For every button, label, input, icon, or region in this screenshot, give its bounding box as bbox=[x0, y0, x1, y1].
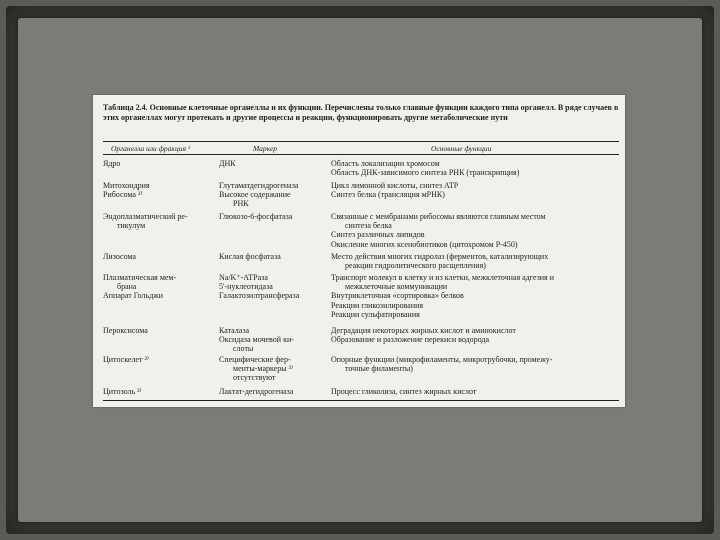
table-scan bbox=[93, 95, 625, 407]
organelle-text: Аппарат Гольджи bbox=[103, 291, 164, 301]
organelle-text: Ядро bbox=[103, 159, 121, 168]
header-bottom-rule bbox=[103, 154, 619, 155]
function-text: реакции гидролитического расщепления) bbox=[345, 261, 486, 271]
function-text: Окисление многих ксенобиотиков (цитохромом P-450) bbox=[331, 239, 518, 249]
marker-text: РНК bbox=[233, 199, 249, 209]
function-text: Транспорт молекул в клетку и из клетки, межклеточная адгезия и bbox=[331, 273, 554, 282]
marker-cell bbox=[219, 326, 327, 354]
organelle-text: Цитоскелет ²⁾ bbox=[103, 355, 149, 364]
marker-text: Оксидаза мочевой ки- bbox=[219, 335, 294, 345]
organelle-text: Рибосома ²⁾ bbox=[103, 190, 143, 200]
functions-cell bbox=[331, 252, 619, 270]
functions-cell bbox=[331, 159, 619, 177]
function-text: Синтез различных липидов bbox=[331, 230, 425, 240]
function-text: синтеза белка bbox=[345, 221, 392, 231]
function-text: Область локализации хромосом bbox=[331, 159, 440, 168]
organelle-text: Эндоплазматический ре- bbox=[103, 212, 188, 221]
function-text: Область ДНК-зависимого синтеза РНК (транскрипция) bbox=[331, 168, 520, 178]
organelle-text: Цитозоль ²⁾ bbox=[103, 387, 142, 396]
marker-text: Специфические фер- bbox=[219, 355, 291, 364]
marker-cell bbox=[219, 273, 327, 301]
functions-cell bbox=[331, 212, 619, 249]
functions-cell bbox=[331, 387, 619, 396]
organelle-cell bbox=[103, 355, 215, 364]
organelle-text: Митохондрия bbox=[103, 181, 150, 190]
organelle-text: тикулум bbox=[117, 221, 146, 231]
function-text: Реакции гликозилирования bbox=[331, 300, 424, 310]
marker-text: Лактат-дегидрогеназа bbox=[219, 387, 294, 396]
organelle-cell bbox=[103, 159, 215, 168]
marker-text: слоты bbox=[233, 344, 254, 354]
marker-text: отсутствуют bbox=[233, 373, 276, 383]
marker-text: Каталаза bbox=[219, 326, 250, 335]
organelle-cell bbox=[103, 273, 215, 301]
header-functions: Основные функции bbox=[431, 144, 492, 153]
marker-cell bbox=[219, 355, 327, 383]
organelle-text: брана bbox=[117, 282, 137, 292]
organelle-text: Плазматическая мем- bbox=[103, 273, 177, 282]
function-text: Внутриклеточная «сортировка» белков bbox=[331, 291, 464, 301]
organelle-text: Лизосома bbox=[103, 252, 136, 261]
marker-text: ДНК bbox=[219, 159, 236, 168]
marker-text: Na/K⁺-АТРаза bbox=[219, 273, 268, 282]
organelle-cell bbox=[103, 181, 215, 199]
function-text: Деградация некоторых жирных кислот и аминокислот bbox=[331, 326, 516, 335]
marker-cell bbox=[219, 212, 327, 221]
marker-text: Глюкозо-6-фосфатаза bbox=[219, 212, 293, 221]
function-text: Место действия многих гидролаз (ферментов, катализирующих bbox=[331, 252, 549, 261]
function-text: Реакции сульфатирования bbox=[331, 309, 420, 319]
function-text: межклеточные коммуникации bbox=[345, 282, 448, 292]
function-text: Опорные функции (микрофиламенты, микротрубочки, промежу- bbox=[331, 355, 553, 364]
functions-cell bbox=[331, 181, 619, 199]
organelle-cell bbox=[103, 252, 215, 261]
header-top-rule bbox=[103, 141, 619, 142]
function-text: Образование и разложение перекиси водорода bbox=[331, 335, 490, 345]
marker-cell bbox=[219, 252, 327, 261]
functions-cell bbox=[331, 326, 619, 344]
function-text: Связанные с мембранами рибосомы являются главным местом bbox=[331, 212, 546, 221]
header-marker: Маркер bbox=[253, 144, 278, 153]
marker-cell bbox=[219, 159, 327, 168]
function-text: Процесс гликолиза, синтез жирных кислот bbox=[331, 387, 477, 396]
function-text: точные филаменты) bbox=[345, 364, 413, 374]
marker-cell bbox=[219, 387, 327, 396]
marker-text: Высокое содержание bbox=[219, 190, 291, 200]
table-caption: Таблица 2.4. Основные клеточные органеллы и их функции. Перечислены только главные функции каждого типа органелл. В ряде случаев в этих органеллах могут протекать и другие процессы и реакции, функционировать другие метаболические пути bbox=[103, 103, 619, 122]
function-text: Цикл лимонной кислоты, синтез ATP bbox=[331, 181, 459, 190]
header-organelle: Органелла или фракция ¹ bbox=[111, 144, 191, 153]
function-text: Синтез белка (трансляция мРНК) bbox=[331, 190, 445, 200]
organelle-cell bbox=[103, 326, 215, 335]
marker-cell bbox=[219, 181, 327, 209]
marker-text: 5'-нуклеотидаза bbox=[219, 282, 273, 292]
functions-cell bbox=[331, 273, 619, 319]
organelle-cell bbox=[103, 387, 215, 396]
organelle-cell bbox=[103, 212, 215, 230]
marker-text: Кислая фосфатаза bbox=[219, 252, 281, 261]
organelle-text: Пероксисома bbox=[103, 326, 148, 335]
marker-text: менты-маркеры ³⁾ bbox=[233, 364, 293, 374]
functions-cell bbox=[331, 355, 619, 373]
table-bottom-rule bbox=[103, 400, 619, 401]
marker-text: Галактозилтрансфераза bbox=[219, 291, 300, 301]
marker-text: Глутаматдегидрогеназа bbox=[219, 181, 299, 190]
